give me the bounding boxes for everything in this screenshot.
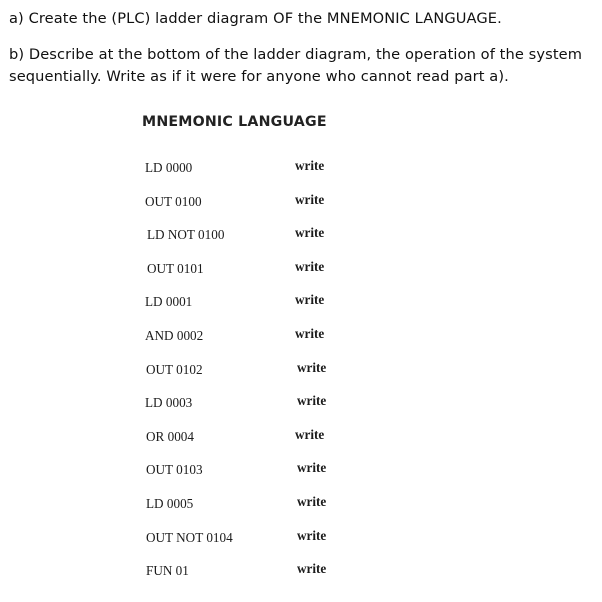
instruction-action: write — [295, 225, 325, 241]
instruction-action: write — [297, 359, 327, 375]
mnemonic-row — [130, 191, 350, 228]
instruction-code: LD 0000 — [145, 160, 193, 175]
mnemonic-row — [130, 294, 350, 328]
instruction-code: OUT 0101 — [147, 260, 204, 276]
instruction-code: AND 0002 — [145, 327, 204, 343]
mnemonic-row — [130, 563, 350, 597]
mnemonic-row — [130, 395, 350, 429]
mnemonic-list — [130, 160, 350, 597]
instruction-code: OUT 0103 — [146, 462, 203, 478]
instruction-action: write — [295, 258, 325, 274]
question-a-text: a) Create the (PLC) ladder diagram OF the MNEMONIC LANGUAGE. — [9, 10, 502, 27]
instruction-action: write — [295, 325, 325, 341]
mnemonic-row — [130, 426, 350, 463]
instruction-action: write — [295, 191, 325, 207]
instruction-code: OR 0004 — [146, 428, 194, 444]
instruction-code: LD 0001 — [145, 294, 193, 310]
mnemonic-scan-image — [130, 108, 350, 593]
mnemonic-row — [130, 527, 350, 564]
instruction-action: write — [297, 460, 327, 476]
instruction-action: write — [297, 527, 327, 543]
question-b-text: b) Describe at the bottom of the ladder diagram, the operation of the system sequentially. Write as if it were for anyone who cannot read part a). — [9, 46, 583, 85]
instruction-action: write — [297, 561, 327, 577]
instruction-action: write — [295, 292, 325, 308]
mnemonic-row — [130, 462, 350, 496]
mnemonic-row — [130, 258, 350, 295]
mnemonic-row — [130, 227, 350, 261]
instruction-action: write — [295, 426, 325, 442]
instruction-action: write — [297, 493, 327, 509]
instruction-code: OUT 0100 — [145, 193, 202, 209]
mnemonic-row — [130, 493, 350, 530]
instruction-code: LD 0003 — [145, 395, 193, 411]
mnemonic-row — [130, 359, 350, 396]
instruction-code: OUT 0102 — [146, 361, 203, 377]
instruction-code: OUT NOT 0104 — [146, 529, 233, 545]
instruction-code: LD 0005 — [146, 495, 194, 511]
instruction-action: write — [295, 158, 325, 173]
instruction-code: LD NOT 0100 — [147, 227, 225, 243]
instruction-code: FUN 01 — [146, 563, 189, 579]
mnemonic-row — [130, 325, 350, 362]
instruction-action: write — [297, 393, 327, 409]
mnemonic-title: MNEMONIC LANGUAGE — [142, 114, 327, 130]
mnemonic-row — [130, 160, 350, 194]
